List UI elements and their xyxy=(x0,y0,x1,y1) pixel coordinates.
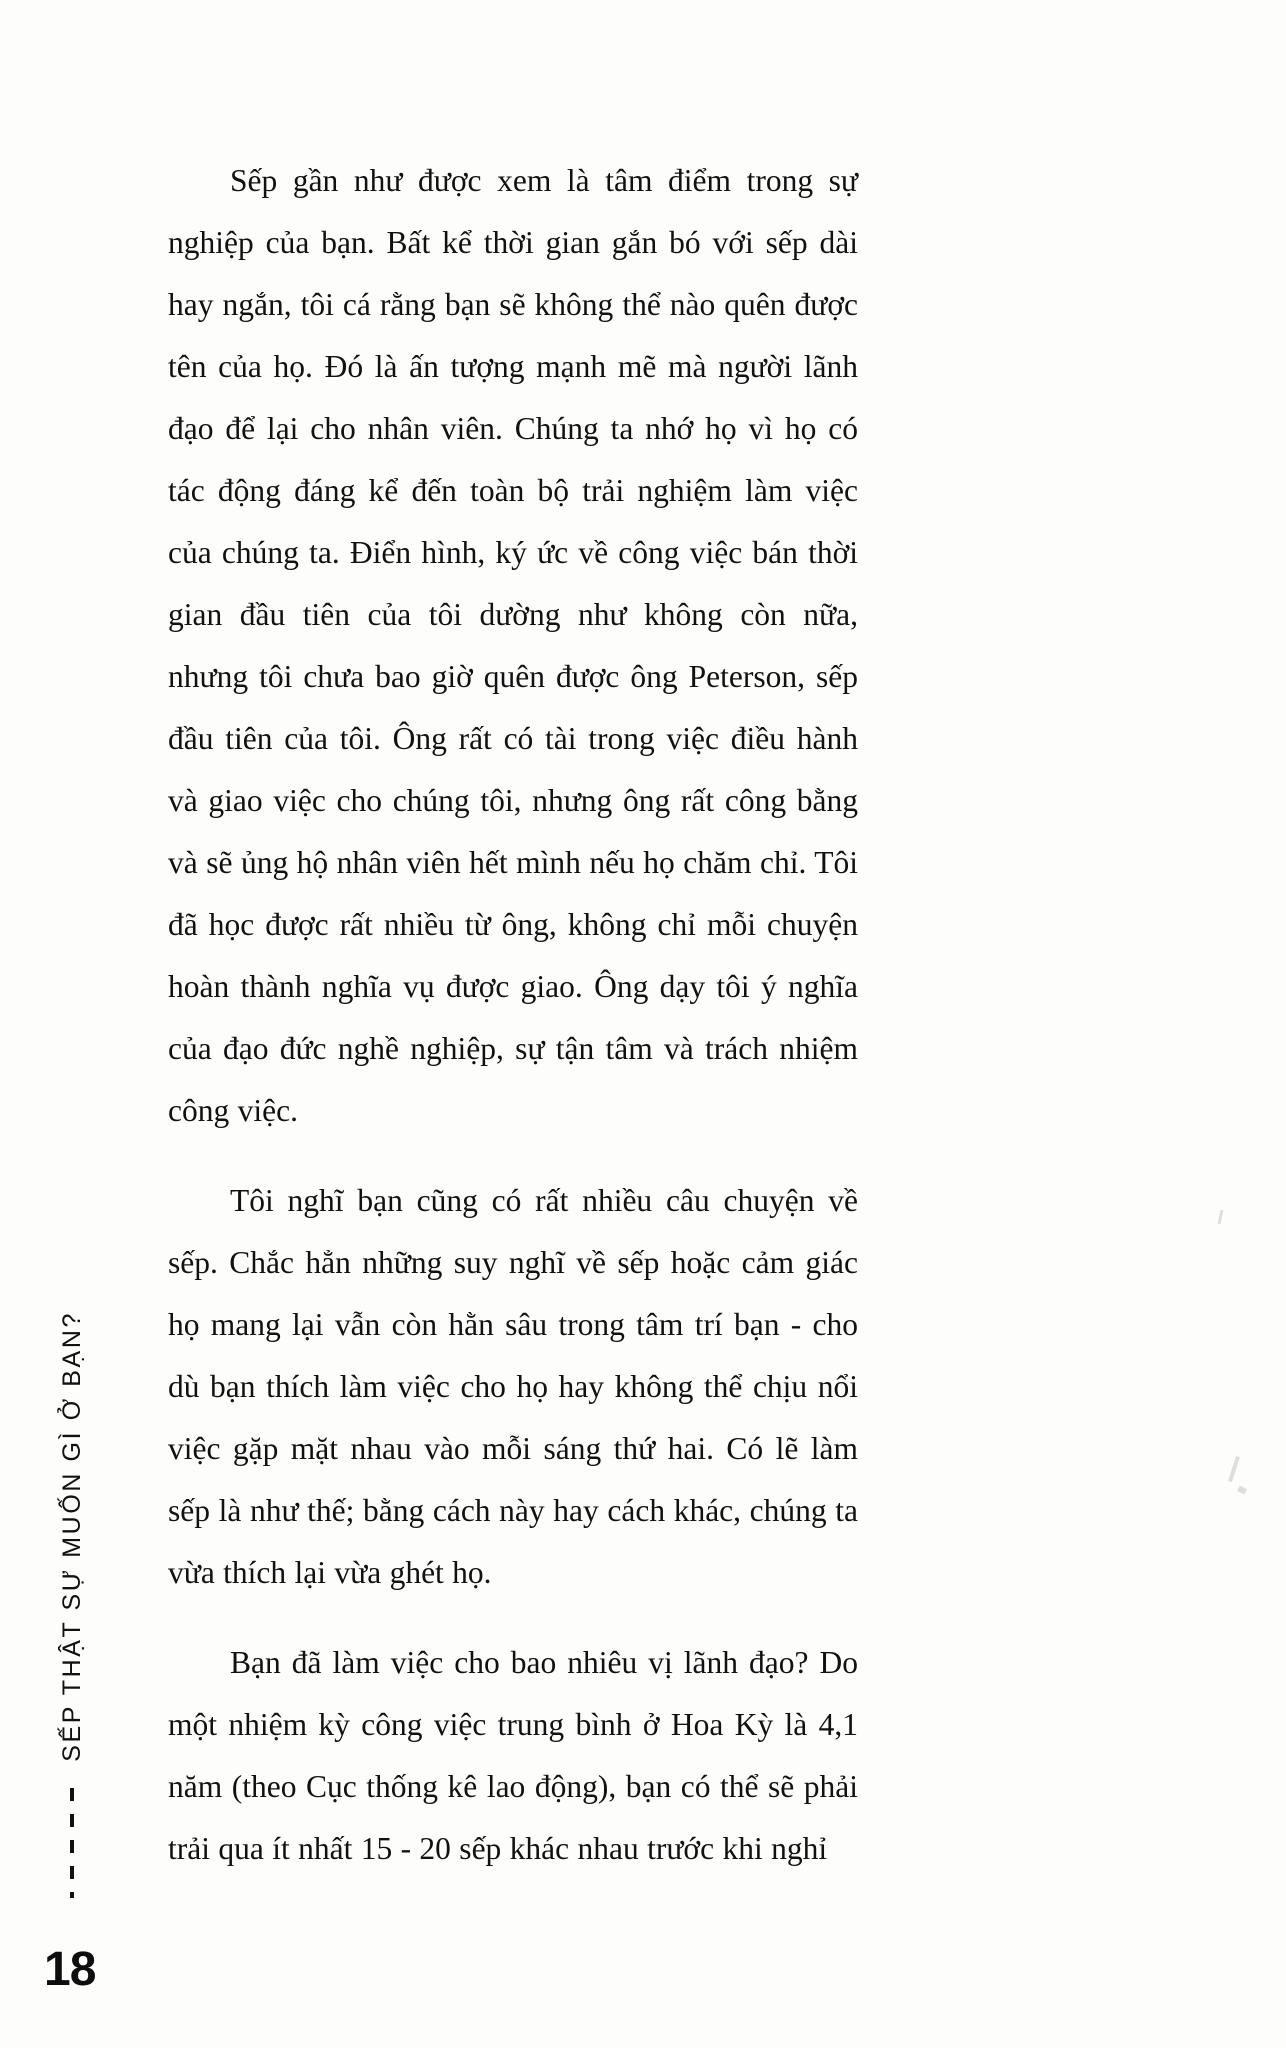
body-text-column xyxy=(168,150,858,1880)
paragraph: Tôi nghĩ bạn cũng có rất nhiều câu chuyện về sếp. Chắc hẳn những suy nghĩ về sếp hoặc cảm giác họ mang lại vẫn còn hằn sâu trong tâm trí bạn - cho dù bạn thích làm việc cho họ hay không thể chịu nổi việc gặp mặt nhau vào mỗi sáng thứ hai. Có lẽ làm sếp là như thế; bằng cách này hay cách khác, chúng ta vừa thích lại vừa ghét họ. xyxy=(168,1183,858,1590)
paragraph: Sếp gần như được xem là tâm điểm trong sự nghiệp của bạn. Bất kể thời gian gắn bó với sếp dài hay ngắn, tôi cá rằng bạn sẽ không thể nào quên được tên của họ. Đó là ấn tượng mạnh mẽ mà người lãnh đạo để lại cho nhân viên. Chúng ta nhớ họ vì họ có tác động đáng kể đến toàn bộ trải nghiệm làm việc của chúng ta. Điển hình, ký ức về công việc bán thời gian đầu tiên của tôi dường như không còn nữa, nhưng tôi chưa bao giờ quên được ông Peterson, sếp đầu tiên của tôi. Ông rất có tài trong việc điều hành và giao việc cho chúng tôi, nhưng ông rất công bằng và sẽ ủng hộ nhân viên hết mình nếu họ chăm chỉ. Tôi đã học được rất nhiều từ ông, không chỉ mỗi chuyện hoàn thành nghĩa vụ được giao. Ông dạy tôi ý nghĩa của đạo đức nghề nghiệp, sự tận tâm và trách nhiệm công việc. xyxy=(168,163,858,1128)
page-number: 18 xyxy=(44,1943,96,1996)
scan-speckle xyxy=(1237,1486,1247,1495)
paragraph: Bạn đã làm việc cho bao nhiêu vị lãnh đạo? Do một nhiệm kỳ công việc trung bình ở Hoa Kỳ là 4,1 năm (theo Cục thống kê lao động), bạn có thể sẽ phải trải qua ít nhất 15 - 20 sếp khác nhau trước khi nghỉ xyxy=(168,1645,858,1866)
scan-speckle xyxy=(1218,1210,1224,1224)
running-head-text: SẾP THẬT SỰ MUỐN GÌ Ở BẠN? xyxy=(57,1311,86,1762)
scan-speckle xyxy=(1228,1456,1240,1482)
running-head xyxy=(42,1178,102,1898)
running-head-dashed-rule xyxy=(70,1788,74,1898)
